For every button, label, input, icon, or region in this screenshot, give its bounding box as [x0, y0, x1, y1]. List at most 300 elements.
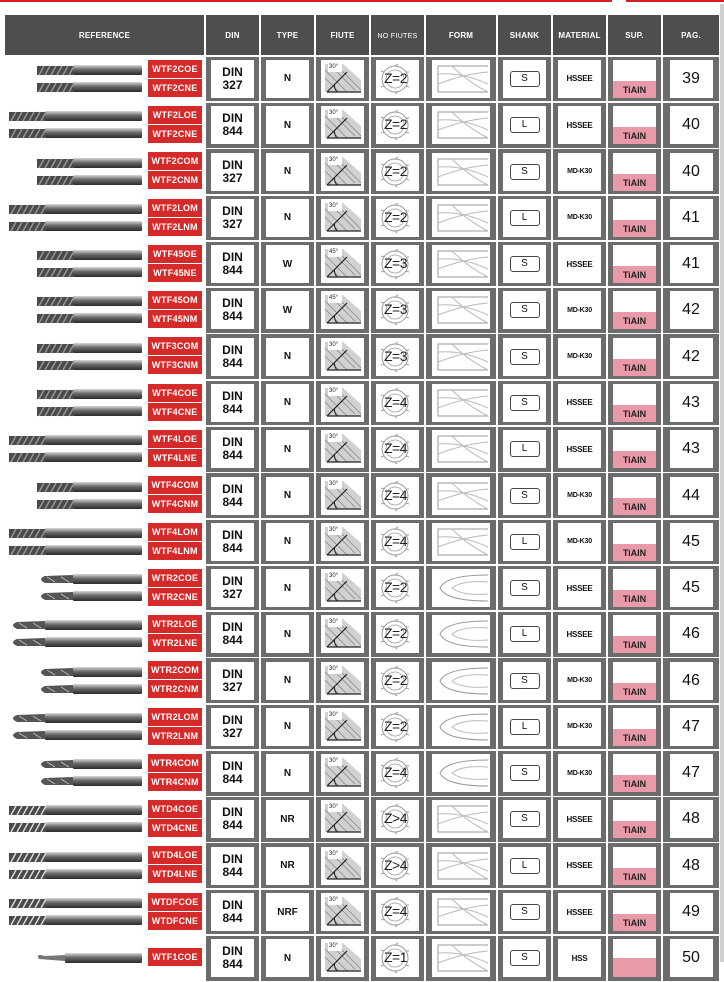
din-box: [211, 523, 254, 561]
din-box: [211, 106, 254, 144]
reference-code[interactable]: WTD4CNE: [148, 819, 202, 837]
helix-angle-drawing: [321, 199, 364, 237]
coating-box: [613, 291, 656, 329]
tool-image: [7, 291, 142, 329]
flute-count-label: Z=1: [384, 949, 408, 966]
helix-angle-icon: [321, 939, 364, 977]
page-number[interactable]: 46: [670, 662, 713, 700]
reference-cell: [5, 936, 204, 981]
flute-count-label: Z=2: [384, 208, 408, 225]
din-label: DIN: [222, 435, 243, 450]
coating-cell: [608, 242, 661, 287]
din-label: DIN: [222, 111, 243, 126]
reference-code[interactable]: WTD4COE: [148, 800, 202, 818]
reference-cell: [5, 566, 204, 611]
reference-code[interactable]: WTR2LOM: [148, 708, 202, 726]
flute-count-label: Z=4: [384, 440, 408, 457]
helix-angle-label: 30°: [329, 850, 339, 857]
right-edge-bar: [720, 4, 724, 962]
coating-cell: [608, 705, 661, 750]
flute-count-icon: [376, 245, 419, 283]
type-value: N: [266, 430, 309, 468]
tool-image: [7, 569, 142, 607]
coating-band: TiAIN: [613, 312, 656, 329]
flute-count-cell: [371, 566, 424, 611]
shank-icon: [503, 153, 546, 191]
page-cell: [663, 288, 719, 333]
reference-code[interactable]: WTF2LOM: [148, 199, 202, 217]
page-number[interactable]: 43: [670, 430, 713, 468]
page-number[interactable]: 40: [670, 106, 713, 144]
helix-angle-label: 30°: [329, 110, 339, 117]
helix-angle-icon: [321, 153, 364, 191]
material-value: HSSEE: [558, 430, 601, 468]
end-mill-drawing: [7, 615, 142, 653]
reference-code[interactable]: WTF45OE: [148, 245, 202, 263]
page-cell: [663, 103, 719, 148]
reference-cell: [5, 751, 204, 796]
reference-code[interactable]: WTF4LOM: [148, 523, 202, 541]
coating-cell: [608, 936, 661, 981]
coating-band: TiAIN: [613, 220, 656, 237]
tool-form-drawing: [432, 708, 490, 746]
helix-angle-icon: [321, 800, 364, 838]
helix-angle-drawing: [321, 523, 364, 561]
tool-image: [7, 60, 142, 98]
end-mill-drawing: [7, 60, 142, 98]
shank-icon: [503, 523, 546, 561]
coating-cell: [608, 612, 661, 657]
reference-code[interactable]: WTF45NM: [148, 310, 202, 328]
din-cell: [206, 843, 259, 888]
coating-band: TiAIN: [613, 683, 656, 700]
type-value: NRF: [266, 893, 309, 931]
flute-count-cell: [371, 149, 424, 194]
helix-angle-label: 30°: [329, 156, 339, 163]
type-cell: [261, 381, 314, 426]
helix-angle-drawing: [321, 338, 364, 376]
type-value: N: [266, 199, 309, 237]
reference-cell: [5, 473, 204, 518]
reference-code[interactable]: WTD4LNE: [148, 865, 202, 883]
helix-angle-label: 30°: [329, 387, 339, 394]
reference-cell: [5, 843, 204, 888]
coating-band: TiAIN: [613, 636, 656, 653]
page-cell: [663, 705, 719, 750]
shank-icon: [503, 338, 546, 376]
material-value: MD-K30: [558, 523, 601, 561]
din-number: 844: [222, 124, 243, 139]
din-cell: [206, 103, 259, 148]
reference-code[interactable]: WTDFCOE: [148, 893, 202, 911]
din-number: 327: [222, 587, 243, 602]
coating-band: TiAIN: [613, 914, 656, 931]
coating-cell: [608, 843, 661, 888]
page-number[interactable]: 50: [670, 939, 713, 977]
header-flute-count: NO FIUTES: [371, 15, 424, 55]
coating-cell: [608, 797, 661, 842]
helix-angle-drawing: [321, 569, 364, 607]
din-cell: [206, 473, 259, 518]
shank-label: S: [510, 302, 540, 318]
reference-code[interactable]: WTR2COE: [148, 569, 202, 587]
reference-code[interactable]: WTR2COM: [148, 661, 202, 679]
page-cell: [663, 612, 719, 657]
end-mill-drawing: [7, 477, 142, 515]
type-value: N: [266, 939, 309, 977]
reference-codes: [148, 615, 202, 653]
tool-form-drawing: [432, 430, 490, 468]
header-material: MATERIAL: [553, 15, 606, 55]
page-number[interactable]: 42: [670, 291, 713, 329]
page-number[interactable]: 40: [670, 153, 713, 191]
din-label: DIN: [222, 898, 243, 913]
shank-icon: [503, 662, 546, 700]
reference-code[interactable]: WTF45OM: [148, 291, 202, 309]
top-rule-right: [626, 0, 724, 2]
type-value: N: [266, 615, 309, 653]
coating-band: TiAIN: [613, 127, 656, 144]
flute-angle-cell: [316, 473, 369, 518]
din-label: DIN: [222, 342, 243, 357]
flute-angle-cell: [316, 890, 369, 935]
tool-form-icon: [432, 939, 490, 977]
flute-count-icon: [376, 708, 419, 746]
din-cell: [206, 797, 259, 842]
reference-code[interactable]: WTF2COE: [148, 60, 202, 78]
din-number: 844: [222, 864, 243, 879]
helix-angle-icon: [321, 291, 364, 329]
form-cell: [426, 843, 496, 888]
din-number: 844: [222, 772, 243, 787]
form-cell: [426, 427, 496, 472]
coating-cell: [608, 288, 661, 333]
reference-code[interactable]: WTF4LNM: [148, 542, 202, 560]
tool-image: [7, 939, 142, 977]
coating-cell: [608, 890, 661, 935]
reference-code[interactable]: WTF2CNE: [148, 79, 202, 97]
material-value: HSSEE: [558, 384, 601, 422]
reference-cell: [5, 242, 204, 287]
flute-count-cell: [371, 520, 424, 565]
reference-code[interactable]: WTF2LNM: [148, 218, 202, 236]
coating-box: [613, 106, 656, 144]
shank-icon: [503, 106, 546, 144]
flute-angle-cell: [316, 242, 369, 287]
din-number: 844: [222, 355, 243, 370]
reference-cell: [5, 890, 204, 935]
shank-cell: [498, 658, 551, 703]
flute-angle-cell: [316, 936, 369, 981]
reference-code[interactable]: WTR2LNE: [148, 634, 202, 652]
reference-code[interactable]: WTF4COM: [148, 476, 202, 494]
reference-code[interactable]: WTR2CNM: [148, 680, 202, 698]
form-cell: [426, 612, 496, 657]
page-number[interactable]: 47: [670, 708, 713, 746]
shank-cell: [498, 705, 551, 750]
din-box: [211, 199, 254, 237]
reference-cell: [5, 381, 204, 426]
page-number[interactable]: 46: [670, 615, 713, 653]
helix-angle-icon: [321, 893, 364, 931]
reference-code[interactable]: WTR4CNM: [148, 773, 202, 791]
coating-box: [613, 800, 656, 838]
material-cell: [553, 566, 606, 611]
din-box: [211, 384, 254, 422]
reference-codes: [148, 939, 202, 967]
material-value: HSSEE: [558, 569, 601, 607]
coating-band: TiAIN: [613, 266, 656, 283]
coating-box: [613, 569, 656, 607]
helix-angle-icon: [321, 199, 364, 237]
tool-form-icon: [432, 338, 490, 376]
page-number[interactable]: 41: [670, 245, 713, 283]
shank-cell: [498, 936, 551, 981]
shank-cell: [498, 288, 551, 333]
coating-band: TiAIN: [613, 174, 656, 191]
material-cell: [553, 890, 606, 935]
form-cell: [426, 196, 496, 241]
coating-box: [613, 245, 656, 283]
din-label: DIN: [222, 296, 243, 311]
page-cell: [663, 427, 719, 472]
header-coating: SUP.: [608, 15, 661, 55]
tool-form-icon: [432, 615, 490, 653]
reference-code[interactable]: WTF4CNM: [148, 495, 202, 513]
flute-count-label: Z>4: [384, 856, 408, 873]
din-label: DIN: [222, 666, 243, 681]
helix-angle-drawing: [321, 153, 364, 191]
helix-angle-drawing: [321, 847, 364, 885]
helix-angle-drawing: [321, 245, 364, 283]
type-cell: [261, 751, 314, 796]
reference-code[interactable]: WTF45NE: [148, 264, 202, 282]
page-number[interactable]: 48: [670, 800, 713, 838]
reference-code[interactable]: WTF3CNM: [148, 356, 202, 374]
page-number[interactable]: 49: [670, 893, 713, 931]
flute-count-label: Z=3: [384, 301, 408, 318]
reference-codes: [148, 893, 202, 931]
coating-cell: [608, 381, 661, 426]
flute-count-label: Z=4: [384, 764, 408, 781]
flute-count-icon: [376, 893, 419, 931]
flute-count-label: Z=3: [384, 347, 408, 364]
reference-code[interactable]: WTR2LNM: [148, 727, 202, 745]
din-number: 844: [222, 494, 243, 509]
reference-code[interactable]: WTD4LOE: [148, 846, 202, 864]
type-cell: [261, 936, 314, 981]
reference-code[interactable]: WTF4LNE: [148, 449, 202, 467]
flute-angle-cell: [316, 520, 369, 565]
helix-angle-icon: [321, 569, 364, 607]
coating-box: [613, 847, 656, 885]
helix-angle-drawing: [321, 430, 364, 468]
helix-angle-icon: [321, 708, 364, 746]
shank-icon: [503, 199, 546, 237]
din-box: [211, 430, 254, 468]
din-label: DIN: [222, 712, 243, 727]
page-number[interactable]: 41: [670, 199, 713, 237]
flute-angle-cell: [316, 427, 369, 472]
reference-cell: [5, 427, 204, 472]
page-cell: [663, 334, 719, 379]
page-number[interactable]: 48: [670, 847, 713, 885]
shank-cell: [498, 149, 551, 194]
top-rule: [0, 0, 612, 2]
tool-form-icon: [432, 106, 490, 144]
page-cell: [663, 520, 719, 565]
shank-label: L: [510, 117, 540, 133]
flute-count-cell: [371, 57, 424, 102]
page-number[interactable]: 45: [670, 569, 713, 607]
tool-form-drawing: [432, 569, 490, 607]
din-label: DIN: [222, 944, 243, 959]
flute-count-icon: [376, 199, 419, 237]
reference-cell: [5, 797, 204, 842]
coating-band: TiAIN: [613, 729, 656, 746]
tool-form-drawing: [432, 800, 490, 838]
coating-box: [613, 662, 656, 700]
reference-code[interactable]: WTF1COE: [148, 948, 202, 966]
flute-count-icon: [376, 523, 419, 561]
shank-label: S: [510, 904, 540, 920]
din-cell: [206, 705, 259, 750]
shank-cell: [498, 520, 551, 565]
din-cell: [206, 334, 259, 379]
flute-count-cell: [371, 103, 424, 148]
end-mill-drawing: [7, 800, 142, 838]
end-mill-drawing: [7, 245, 142, 283]
shank-cell: [498, 103, 551, 148]
type-value: N: [266, 662, 309, 700]
coating-band: TiAIN: [613, 405, 656, 422]
page-cell: [663, 658, 719, 703]
shank-icon: [503, 477, 546, 515]
tool-image: [7, 384, 142, 422]
page-number[interactable]: 47: [670, 754, 713, 792]
form-cell: [426, 103, 496, 148]
form-cell: [426, 288, 496, 333]
form-cell: [426, 149, 496, 194]
shank-icon: [503, 615, 546, 653]
reference-code[interactable]: WTF4COE: [148, 384, 202, 402]
helix-angle-icon: [321, 245, 364, 283]
helix-angle-drawing: [321, 615, 364, 653]
flute-count-icon: [376, 291, 419, 329]
reference-code[interactable]: WTR4COM: [148, 754, 202, 772]
end-mill-drawing: [7, 153, 142, 191]
flute-count-label: Z=3: [384, 255, 408, 272]
form-cell: [426, 566, 496, 611]
flute-angle-cell: [316, 705, 369, 750]
reference-code[interactable]: WTF2COM: [148, 152, 202, 170]
page-number[interactable]: 43: [670, 384, 713, 422]
din-box: [211, 662, 254, 700]
coating-cell: [608, 149, 661, 194]
tool-image: [7, 430, 142, 468]
reference-code[interactable]: WTF4CNE: [148, 403, 202, 421]
flute-count-label: Z=2: [384, 717, 408, 734]
type-cell: [261, 288, 314, 333]
coating-box: [613, 430, 656, 468]
material-cell: [553, 242, 606, 287]
din-number: 844: [222, 401, 243, 416]
helix-angle-drawing: [321, 384, 364, 422]
material-cell: [553, 149, 606, 194]
shank-label: S: [510, 256, 540, 272]
reference-code[interactable]: WTF4LOE: [148, 430, 202, 448]
reference-code[interactable]: WTF2LOE: [148, 106, 202, 124]
din-number: 844: [222, 263, 243, 278]
material-value: MD-K30: [558, 708, 601, 746]
reference-code[interactable]: WTDFCNE: [148, 912, 202, 930]
flute-count-icon: [376, 662, 419, 700]
shank-icon: [503, 847, 546, 885]
tool-form-icon: [432, 708, 490, 746]
helix-angle-label: 30°: [329, 711, 339, 718]
coating-band: TiAIN: [613, 775, 656, 792]
tool-form-drawing: [432, 384, 490, 422]
material-cell: [553, 103, 606, 148]
coating-cell: [608, 751, 661, 796]
shank-label: L: [510, 534, 540, 550]
page-number[interactable]: 42: [670, 338, 713, 376]
tool-image: [7, 708, 142, 746]
material-value: HSSEE: [558, 245, 601, 283]
coating-box: [613, 338, 656, 376]
flute-count-label: Z=2: [384, 671, 408, 688]
helix-angle-icon: [321, 477, 364, 515]
type-cell: [261, 334, 314, 379]
din-box: [211, 569, 254, 607]
material-cell: [553, 612, 606, 657]
helix-angle-label: 30°: [329, 434, 339, 441]
coating-cell: [608, 103, 661, 148]
flute-angle-cell: [316, 751, 369, 796]
din-number: 327: [222, 170, 243, 185]
material-cell: [553, 797, 606, 842]
page-number[interactable]: 39: [670, 60, 713, 98]
tool-image: [7, 338, 142, 376]
din-label: DIN: [222, 574, 243, 589]
coating-box: [613, 523, 656, 561]
din-box: [211, 245, 254, 283]
material-cell: [553, 288, 606, 333]
material-cell: [553, 381, 606, 426]
flute-count-cell: [371, 890, 424, 935]
page-number[interactable]: 44: [670, 477, 713, 515]
shank-cell: [498, 612, 551, 657]
reference-code[interactable]: WTR2CNE: [148, 588, 202, 606]
reference-code[interactable]: WTF2CNE: [148, 125, 202, 143]
type-cell: [261, 705, 314, 750]
type-cell: [261, 103, 314, 148]
type-cell: [261, 566, 314, 611]
flute-count-label: Z=2: [384, 162, 408, 179]
reference-cell: [5, 196, 204, 241]
material-cell: [553, 658, 606, 703]
reference-code[interactable]: WTR2LOE: [148, 615, 202, 633]
reference-code[interactable]: WTF2CNM: [148, 171, 202, 189]
flute-angle-cell: [316, 57, 369, 102]
shank-cell: [498, 427, 551, 472]
reference-code[interactable]: WTF3COM: [148, 337, 202, 355]
page-number[interactable]: 45: [670, 523, 713, 561]
shank-label: S: [510, 349, 540, 365]
flute-count-icon: [376, 153, 419, 191]
shank-label: S: [510, 950, 540, 966]
form-cell: [426, 797, 496, 842]
